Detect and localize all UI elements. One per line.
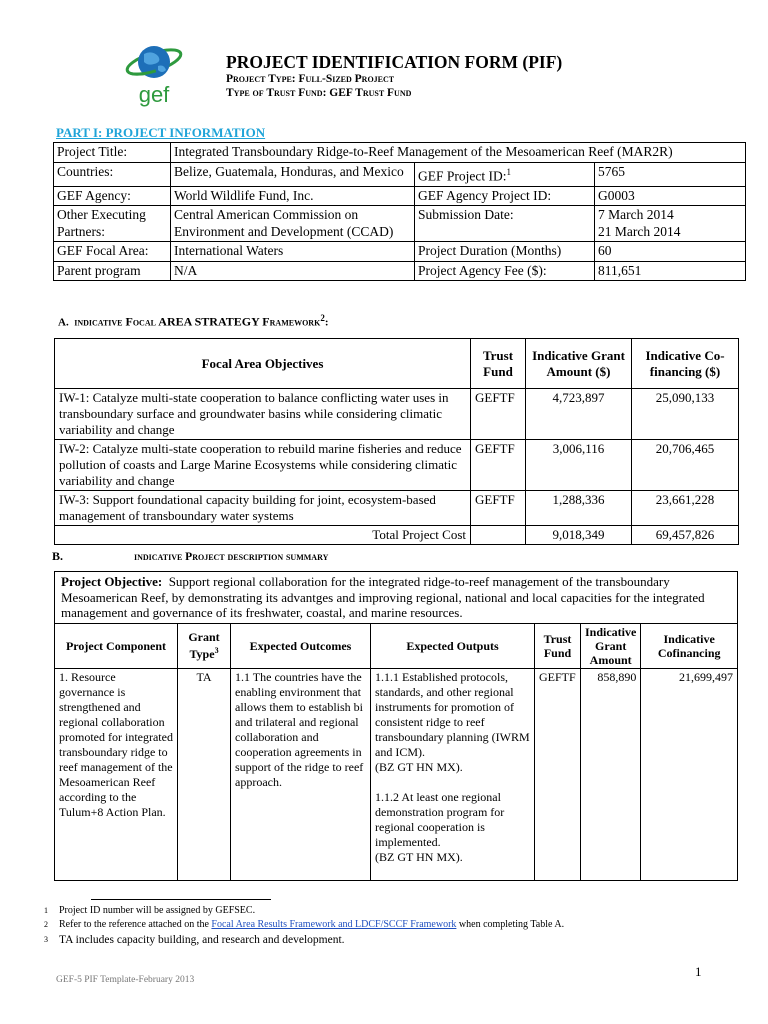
info-label: Submission Date: xyxy=(415,206,595,242)
footnote-divider xyxy=(91,899,271,900)
info-label: GEF Focal Area: xyxy=(54,242,171,262)
countries-value: Belize, Guatemala, Honduras, and Mexico xyxy=(171,162,415,186)
info-label: Project Agency Fee ($): xyxy=(415,261,595,281)
project-info-table xyxy=(53,142,746,281)
section-b-heading: B. indicative Project description summary xyxy=(52,549,329,563)
col-header: Trust Fund xyxy=(471,339,526,389)
agency-fee-value: 811,651 xyxy=(595,261,746,281)
page-number: 1 xyxy=(695,964,702,979)
col-header: Expected Outcomes xyxy=(231,623,371,668)
col-header: Indicative Co-financing ($) xyxy=(632,339,739,389)
agency-project-id-value: G0003 xyxy=(595,186,746,206)
project-title-value: Integrated Transboundary Ridge-to-Reef Management of the Mesoamerican Reef (MAR2R) xyxy=(171,143,746,163)
project-description-table xyxy=(54,571,738,881)
col-header: Trust Fund xyxy=(535,623,581,668)
col-header: Grant Type$^3$ xyxy=(178,623,231,668)
page-footer: GEF-5 PIF Template-February 2013 xyxy=(56,975,195,985)
total-row: Total Project Cost 9,018,349 69,457,826 xyxy=(55,526,739,545)
duration-value: 60 xyxy=(595,242,746,262)
col-header: Indicative Grant Amount ($) xyxy=(526,339,632,389)
table-row: 1. Resource governance is strengthened and regional collaboration promoted for integrated transboundary ridge to reef management of the Mesoamerican Reef according to the Tulum+8 Action Plan. TA 1.1 The countries have the enabling environment that allows them to establish bi and trilateral and regional collaboration and cooperation agreements in support of the ridge to reef approach. 1.1.1 Established protocols, standards, and other regional instruments for promotion of consistent ridge to reef transboundary planning (IWRM and ICM). (BZ GT HN MX). 1.1.2 At least one regional demonstration program for regional cooperation is implemented. (BZ GT HN MX). GEFTF 858,890 21,699,497 xyxy=(55,668,738,880)
table-row: IW-3: Support foundational capacity building for joint, ecosystem-based management of transboundary water systems GEFTF 1,288,336 23,661,228 xyxy=(55,491,739,526)
submission-date-value: 7 March 2014 21 March 2014 xyxy=(595,206,746,242)
form-title: PROJECT IDENTIFICATION FORM (PIF) xyxy=(226,52,563,72)
gef-project-id-value: 5765 xyxy=(595,162,746,186)
logo-text: gef xyxy=(138,82,170,107)
info-label: GEF Agency: xyxy=(54,186,171,206)
focal-area-framework-link[interactable]: Focal Area Results Framework and LDCF/SCCF Framework xyxy=(211,919,457,930)
footnote-1: $^1$ Project ID number will be assigned by GEFSEC. xyxy=(44,905,256,916)
col-header: Indicative Grant Amount xyxy=(581,623,641,668)
gef-agency-value: World Wildlife Fund, Inc. xyxy=(171,186,415,206)
col-header: Expected Outputs xyxy=(371,623,535,668)
table-row: IW-2: Catalyze multi-state cooperation to rebuild marine fisheries and reduce pollution of coasts and Large Marine Ecosystems while considering climatic variability and change GEFTF 3,006,116 20,706,465 xyxy=(55,440,739,491)
info-label: Parent program xyxy=(54,261,171,281)
project-objective: Project Objective: Support regional collaboration for the integrated ridge-to-reef management of the transboundary Mesoamerican Reef, by demonstrating its advantges and improving regional, national and local capacities for the integrated management and governance of its freshwater, coastal, and marine resources. xyxy=(55,572,738,624)
info-label: Other Executing Partners: xyxy=(54,206,171,242)
info-label: Countries: xyxy=(54,162,171,186)
form-header xyxy=(226,52,562,100)
section-a-heading: A. indicative Focal AREA STRATEGY Framework$^2$: xyxy=(58,313,329,329)
part1-heading: PART I: PROJECT INFORMATION xyxy=(56,125,266,140)
table-row: IW-1: Catalyze multi-state cooperation to balance conflicting water uses in transboundary surface and groundwater basins while considering climatic variability and change GEFTF 4,723,897 25,090,133 xyxy=(55,389,739,440)
project-type-line: Project Type: Full-Sized Project xyxy=(226,73,395,85)
trust-fund-line: Type of Trust Fund: GEF Trust Fund xyxy=(226,87,412,99)
info-label: GEF Project ID:$^1$ xyxy=(415,162,595,186)
parent-program-value: N/A xyxy=(171,261,415,281)
col-header: Project Component xyxy=(55,623,178,668)
footnote-3: $^3$ TA includes capacity building, and research and development. xyxy=(44,934,345,946)
focal-area-table xyxy=(54,338,739,545)
gef-logo xyxy=(122,40,186,108)
col-header: Focal Area Objectives xyxy=(55,339,471,389)
info-label: Project Title: xyxy=(54,143,171,163)
focal-area-value: International Waters xyxy=(171,242,415,262)
col-header: Indicative Cofinancing xyxy=(641,623,738,668)
other-exec-value: Central American Commission on Environment and Development (CCAD) xyxy=(171,206,415,242)
info-label: Project Duration (Months) xyxy=(415,242,595,262)
info-label: GEF Agency Project ID: xyxy=(415,186,595,206)
footnote-2: $^2$ Refer to the reference attached on the Focal Area Results Framework and LDCF/SCCF Framework when completing Table A. xyxy=(44,919,565,930)
